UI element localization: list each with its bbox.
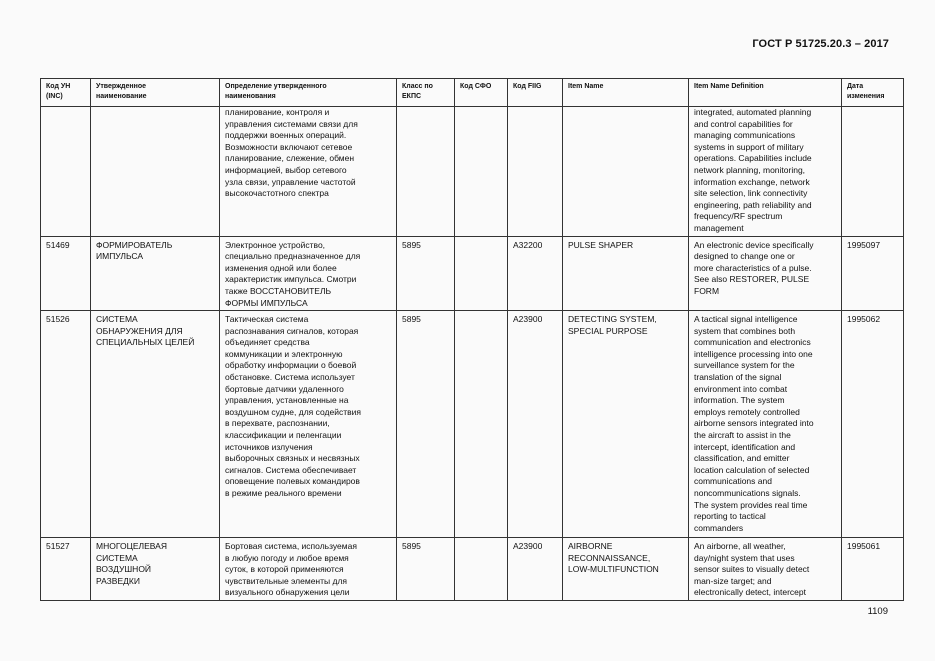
cell-inc: 51469 xyxy=(41,236,91,311)
header-item-definition: Item Name Definition xyxy=(689,79,842,107)
header-item-name: Item Name xyxy=(563,79,689,107)
cell-sfo xyxy=(455,236,508,311)
cell-inc xyxy=(41,107,91,237)
cell-item-name: AIRBORNE RECONNAISSANCE, LOW-MULTIFUNCTION xyxy=(563,538,689,601)
cell-approved-name: ФОРМИРОВАТЕЛЬ ИМПУЛЬСА xyxy=(91,236,220,311)
cell-definition: Бортовая система, используемая в любую погоду и любое время суток, в которой применяются чувствительные элементы для визуального обнаружения цели xyxy=(220,538,397,601)
cell-item-definition: An airborne, all weather, day/night system that uses sensor suites to visually detect man-size target; and electronically detect, intercept xyxy=(689,538,842,601)
table-header-row xyxy=(41,79,904,107)
cell-item-name: DETECTING SYSTEM, SPECIAL PURPOSE xyxy=(563,311,689,538)
header-sfo: Код СФО xyxy=(455,79,508,107)
header-date: Дата изменения xyxy=(842,79,904,107)
page-number: 1109 xyxy=(867,606,888,617)
cell-class xyxy=(397,107,455,237)
cell-sfo xyxy=(455,107,508,237)
cell-date xyxy=(842,107,904,237)
header-inc: Код УН (INC) xyxy=(41,79,91,107)
cell-sfo xyxy=(455,538,508,601)
table-row xyxy=(41,311,904,538)
cell-class: 5895 xyxy=(397,538,455,601)
cell-definition: Тактическая система распознавания сигналов, которая объединяет средства коммуникации и электронную обработку информации о боевой обстановке. Система использует бортовые датчики удаленного управления, установленные на воздушном судне, для содействия в перехвате, распознании, классификации и пеленгации источников излучения выборочных связных и несвязных сигналов. Система обеспечивает оповещение полевых командиров в режиме реального времени xyxy=(220,311,397,538)
header-definition: Определение утвержденного наименования xyxy=(220,79,397,107)
document-title: ГОСТ Р 51725.20.3 – 2017 xyxy=(752,38,889,50)
cell-date: 1995062 xyxy=(842,311,904,538)
cell-item-definition: An electronic device specifically designed to change one or more characteristics of a pulse. See also RESTORER, PULSE FORM xyxy=(689,236,842,311)
catalog-table xyxy=(40,78,904,601)
cell-class: 5895 xyxy=(397,236,455,311)
cell-item-name: PULSE SHAPER xyxy=(563,236,689,311)
cell-date: 1995061 xyxy=(842,538,904,601)
cell-fiig: A32200 xyxy=(508,236,563,311)
cell-inc: 51526 xyxy=(41,311,91,538)
cell-approved-name: МНОГОЦЕЛЕВАЯ СИСТЕМА ВОЗДУШНОЙ РАЗВЕДКИ xyxy=(91,538,220,601)
cell-approved-name xyxy=(91,107,220,237)
cell-item-name xyxy=(563,107,689,237)
cell-sfo xyxy=(455,311,508,538)
cell-date: 1995097 xyxy=(842,236,904,311)
table-row xyxy=(41,236,904,311)
cell-class: 5895 xyxy=(397,311,455,538)
table-row xyxy=(41,538,904,601)
cell-definition: планирование, контроля и управления системами связи для поддержки военных операций. Возможности включают сетевое планирование, слежение, обмен информацией, выбор сетевого узла связи, управление частотой высокочастотного спектра xyxy=(220,107,397,237)
cell-fiig xyxy=(508,107,563,237)
cell-definition: Электронное устройство, специально предназначенное для изменения одной или более характеристик импульса. Смотри также ВОССТАНОВИТЕЛЬ ФОРМЫ ИМПУЛЬСА xyxy=(220,236,397,311)
cell-fiig: A23900 xyxy=(508,538,563,601)
cell-approved-name: СИСТЕМА ОБНАРУЖЕНИЯ ДЛЯ СПЕЦИАЛЬНЫХ ЦЕЛЕЙ xyxy=(91,311,220,538)
header-fiig: Код FIIG xyxy=(508,79,563,107)
cell-fiig: A23900 xyxy=(508,311,563,538)
header-approved-name: Утвержденное наименование xyxy=(91,79,220,107)
cell-inc: 51527 xyxy=(41,538,91,601)
cell-item-definition: integrated, automated planning and control capabilities for managing communications systems in support of military operations. Capabilities include network planning, monitoring, information exchange, network site selection, link connectivity engineering, path reliability and frequency/RF spectrum management xyxy=(689,107,842,237)
header-class: Класс по ЕКПС xyxy=(397,79,455,107)
cell-item-definition: A tactical signal intelligence system that combines both communication and electronics intelligence processing into one surveillance system for the translation of the signal environment into combat information. The system employs remotely controlled airborne sensors integrated into the aircraft to assist in the intercept, identification and classification, and emitter location calculation of selected communications and noncommunications signals. The system provides real time reporting to tactical commanders xyxy=(689,311,842,538)
table-row xyxy=(41,107,904,237)
